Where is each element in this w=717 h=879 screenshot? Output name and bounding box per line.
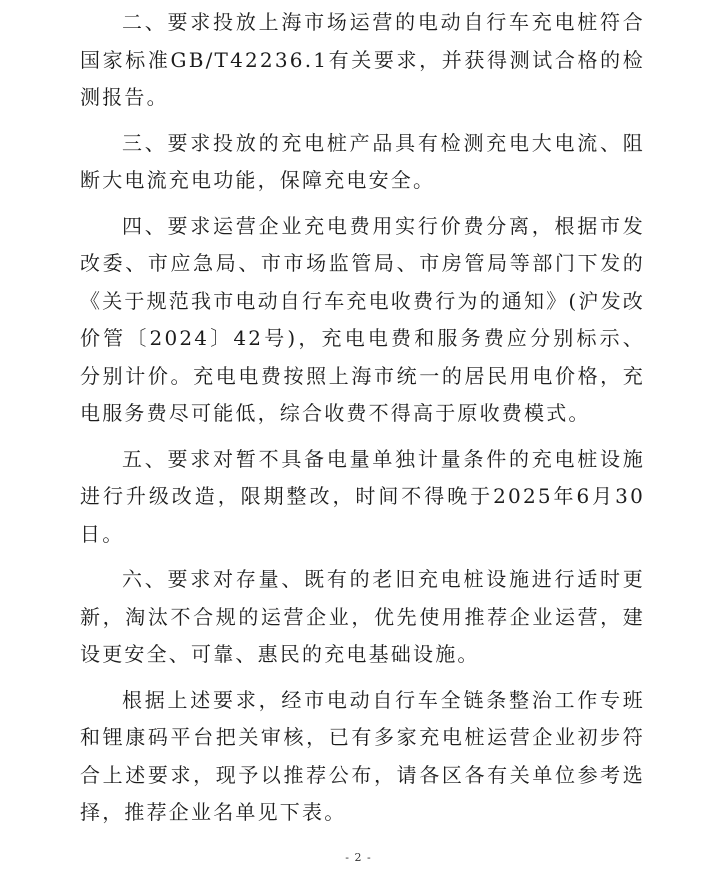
paragraph-requirement-6: 六、要求对存量、既有的老旧充电桩设施进行适时更新，淘汰不合规的运营企业，优先使用推荐企业运营，建设更安全、可靠、惠民的充电基础设施。: [80, 567, 645, 666]
page-number: - 2 -: [345, 851, 372, 864]
paragraph-requirement-3: 三、要求投放的充电桩产品具有检测充电大电流、阻断大电流充电功能，保障充电安全。: [80, 130, 645, 192]
document-body: [80, 4, 645, 840]
paragraph-requirement-2: 二、要求投放上海市场运营的电动自行车充电桩符合国家标准GB/T42236.1有关要求，并获得测试合格的检测报告。: [80, 10, 645, 109]
paragraph-requirement-5: 五、要求对暂不具备电量单独计量条件的充电桩设施进行升级改造，限期整改，时间不得晚于2025年6月30日。: [80, 446, 645, 546]
paragraph-conclusion: 根据上述要求，经市电动自行车全链条整治工作专班和锂康码平台把关审核，已有多家充电桩运营企业初步符合上述要求，现予以推荐公布，请各区各有关单位参考选择，推荐企业名单见下表。: [80, 687, 645, 824]
paragraph-requirement-4: 四、要求运营企业充电费用实行价费分离，根据市发改委、市应急局、市市场监管局、市房管局等部门下发的《关于规范我市电动自行车充电收费行为的通知》(沪发改价管〔2024〕42号)，充电电费和服务费应分别标示、分别计价。充电电费按照上海市统一的居民用电价格，充电服务费尽可能低，综合收费不得高于原收费模式。: [80, 213, 646, 425]
